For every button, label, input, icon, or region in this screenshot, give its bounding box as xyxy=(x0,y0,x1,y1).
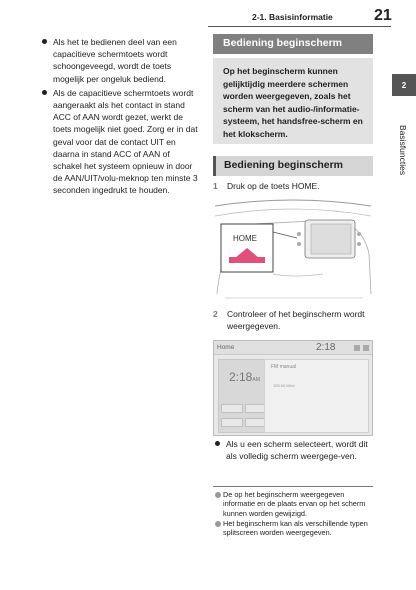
bullet-icon xyxy=(215,441,220,446)
screen-status-bar xyxy=(214,341,372,355)
clock-panel xyxy=(218,359,270,433)
subsection-title: Bediening beginscherm xyxy=(213,156,373,176)
step-number: 1 xyxy=(213,181,218,191)
screen-title: Home xyxy=(217,344,235,351)
list-item-text: Als de capacitieve schermtoets wordt aangeraakt als het contact in stand ACC of AAN wordt gezet, werkt de toets mogelijk niet goed. Zorg er in dat geval voor dat de contact UIT en daarna in stand ACC of AAN of schakel het systeem opnieuw in door de AAN/UIT/volu-meknop ten minste 3 seconden ingedrukt te houden. xyxy=(53,87,198,196)
step-text: Controleer of het beginscherm wordt weergegeven. xyxy=(227,309,365,331)
section-header: 2-1. Basisinformatie xyxy=(252,12,333,22)
note-bullet-icon xyxy=(215,492,221,498)
note-item xyxy=(213,519,373,538)
preset-button xyxy=(221,404,243,413)
list-item xyxy=(40,87,200,197)
step-text: Druk op de toets HOME. xyxy=(227,181,320,191)
chapter-label: Basisfuncties xyxy=(398,125,408,176)
list-item xyxy=(40,36,200,85)
screen-time: 2:18 xyxy=(316,342,336,353)
left-column xyxy=(40,36,200,199)
section-title: Bediening beginscherm xyxy=(213,34,373,54)
note-text: De op het beginscherm weergegeven informatie en de plaats ervan op het scherm kunnen worden gewijzigd. xyxy=(223,490,366,518)
audio-panel xyxy=(264,359,369,433)
note-item xyxy=(213,490,373,518)
bullet-icon xyxy=(42,90,47,95)
clock-display xyxy=(229,370,260,384)
notes-divider xyxy=(213,486,373,487)
clock-ampm: AM xyxy=(252,377,260,383)
chapter-tab: 2 xyxy=(392,74,416,96)
radio-mode: FM manual xyxy=(271,364,297,370)
list-item xyxy=(213,438,373,462)
bullet-icon xyxy=(42,39,47,44)
note-text: Het beginscherm kan als verschillende typen splitscreen worden weergegeven. xyxy=(223,519,368,538)
home-button-label: HOME xyxy=(233,234,257,243)
page-number: 21 xyxy=(374,7,392,24)
note-bullet-icon xyxy=(215,521,221,527)
step-2 xyxy=(213,308,373,332)
clock-time: 2:18 xyxy=(229,370,253,384)
step-1 xyxy=(213,180,373,192)
home-screen-illustration xyxy=(213,340,373,436)
list-item-text: Als u een scherm selecteert, wordt dit als volledig scherm weergege-ven. xyxy=(226,439,368,462)
summary-box: Op het beginscherm kunnen gelijktijdig meerdere schermen worden weergegeven, zoals het scherm van het audio-/informatie-systeem, het handsfree-scherm en het klokscherm. xyxy=(213,58,373,144)
preset-button xyxy=(221,418,243,427)
status-icon xyxy=(354,345,360,351)
list-item-text: Als het te bedienen deel van een capacitieve schermtoets wordt schoongeveegd, wordt de toets mogelijk per ongeluk bediend. xyxy=(53,37,177,84)
dashboard-illustration xyxy=(213,194,373,302)
radio-frequency: 105.50 MHz xyxy=(273,383,295,388)
step-number: 2 xyxy=(213,309,218,319)
header-divider xyxy=(208,26,391,27)
dashboard-drawing xyxy=(213,194,373,302)
status-icon xyxy=(363,345,369,351)
